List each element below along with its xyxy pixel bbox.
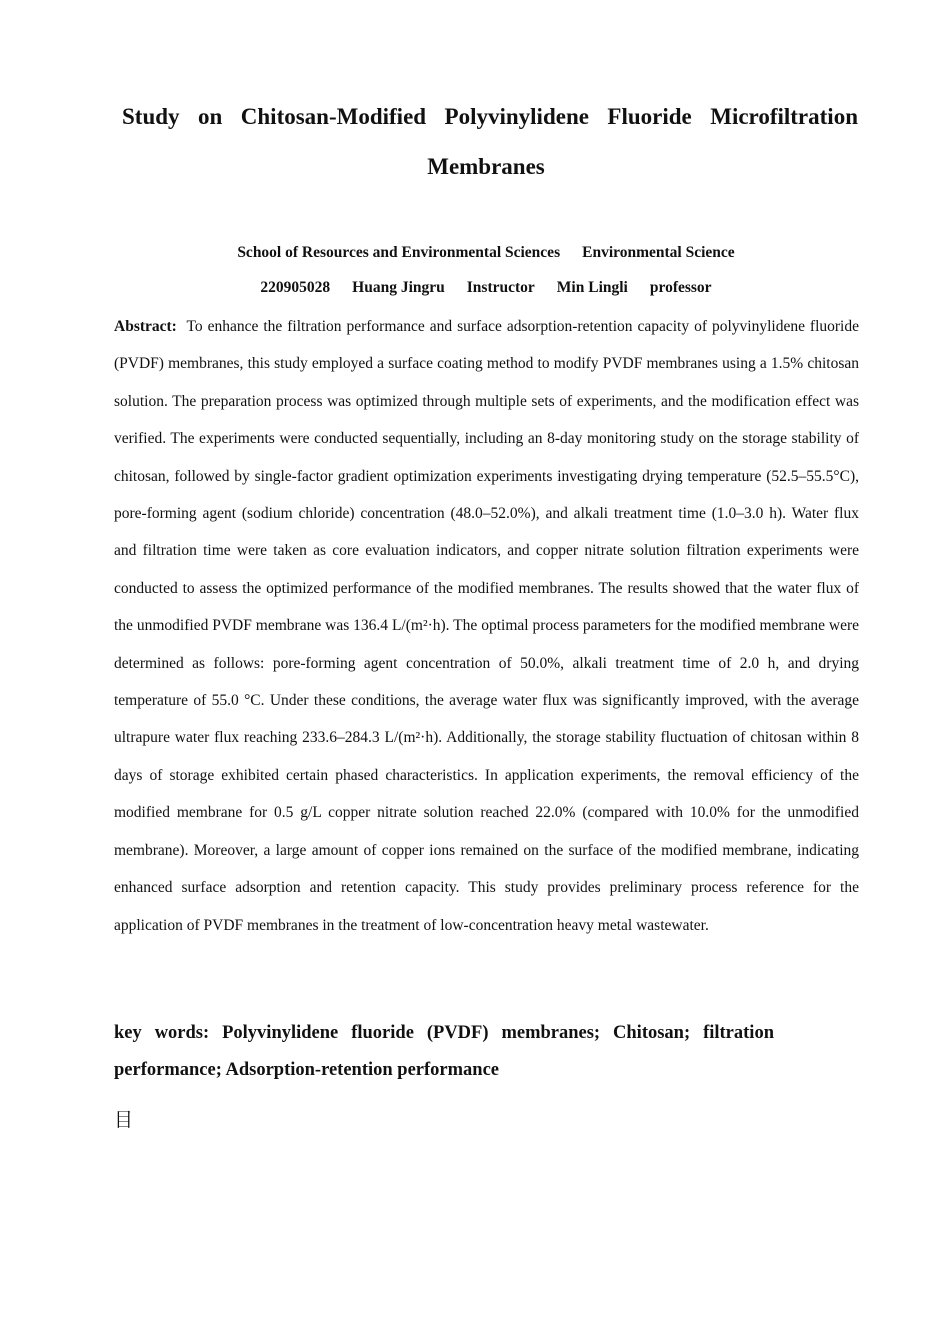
abstract-text: To enhance the filtration performance and surface adsorption-retention capacity of polyvinylidene fluoride (PVDF) membranes, this study employed a surface coating method to modify PVDF membranes using a 1.5% chitosan solution. The preparation process was optimized through multiple sets of experiments, and the modification effect was verified. The experiments were conducted sequentially, including an 8-day monitoring study on the storage stability of chitosan, followed by single-factor gradient optimization experiments investigating drying temperature (52.5–55.5°C), pore-forming agent (sodium chloride) concentration (48.0–52.0%), and alkali treatment time (1.0–3.0 h). Water flux and filtration time were taken as core evaluation indicators, and copper nitrate solution filtration experiments were conducted to assess the optimized performance of the modified membranes. The results showed that the water flux of the unmodified PVDF membrane was 136.4 L/(m²·h). The optimal process parameters for the modified membrane were determined as follows: pore-forming agent concentration of 50.0%, alkali treatment time of 2.0 h, and drying temperature of 55.0 °C. Under these conditions, the average water flux was significantly improved, with the average ultrapure water flux reaching 233.6–284.3 L/(m²·h). Additionally, the storage stability fluctuation of chitosan within 8 days of storage exhibited certain phased characteristics. In application experiments, the removal efficiency of the modified membrane for 0.5 g/L copper nitrate solution reached 22.0% (compared with 10.0% for the unmodified membrane). Moreover, a large amount of copper ions remained on the surface of the modified membrane, indicating enhanced surface adsorption and retention capacity. This study provides preliminary process reference for the application of PVDF membranes in the treatment of low-concentration heavy metal wastewater.	[114, 318, 859, 934]
document-title	[114, 92, 858, 192]
abstract-label: Abstract:	[114, 318, 177, 335]
affiliation-line	[114, 235, 858, 270]
student-id: 220905028	[260, 279, 331, 296]
title-line-1: Study on Chitosan-Modified Polyvinylidene Fluoride Microfiltration	[122, 104, 858, 129]
instructor-title: professor	[649, 279, 712, 296]
toc-heading: 目	[114, 1109, 134, 1131]
instructor-label: Instructor	[466, 279, 535, 296]
abstract-paragraph	[114, 308, 859, 944]
student-name: Huang Jingru	[352, 279, 445, 296]
keywords-paragraph: key words: Polyvinylidene fluoride (PVDF) membranes; Chitosan; filtration performance; Adsorption-retention performance	[114, 1023, 774, 1081]
instructor-name: Min Lingli	[556, 279, 628, 296]
major-name: Environmental Science	[582, 244, 735, 261]
author-line	[114, 270, 858, 305]
school-name: School of Resources and Environmental Sciences	[237, 244, 561, 261]
title-line-2: Membranes	[427, 154, 545, 179]
